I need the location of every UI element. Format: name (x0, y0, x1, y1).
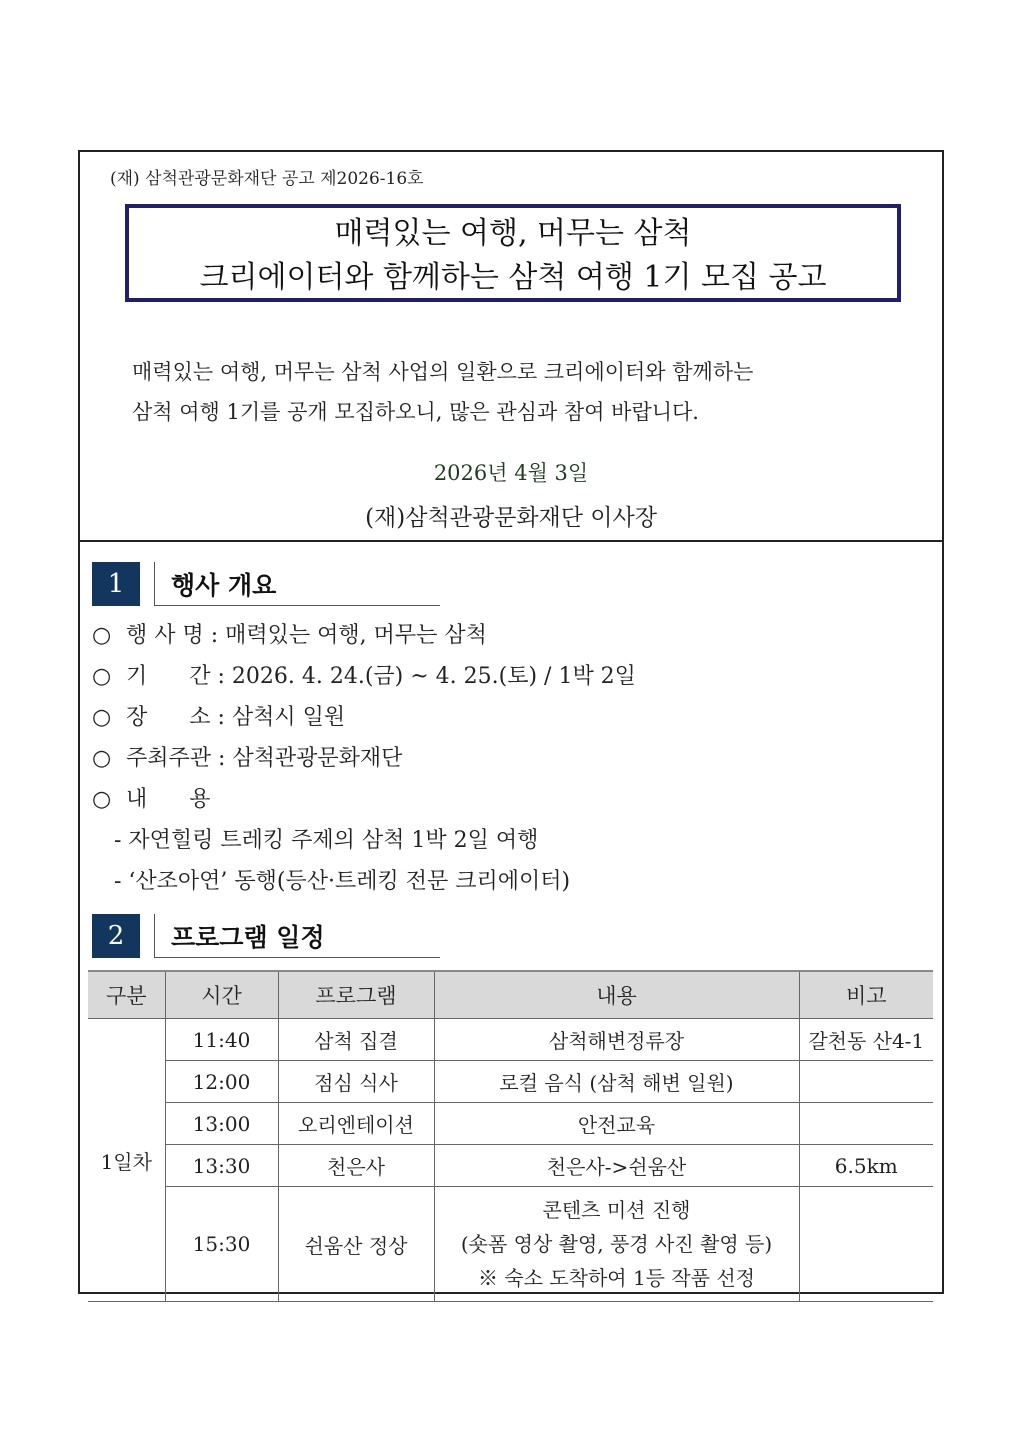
overview-item-place: ○ 장 소 : 삼척시 일원 (92, 697, 636, 738)
circle-bullet-icon: ○ (92, 787, 112, 812)
section-divider (80, 540, 942, 542)
issuer: (재)삼척관광문화재단 이사장 (365, 505, 657, 531)
section-1-title: 행사 개요 (171, 570, 277, 600)
day-label: 1일차 (88, 1019, 165, 1302)
section-2-title-wrap (154, 914, 440, 958)
cell-time: 13:00 (165, 1103, 278, 1145)
cell-program: 삼척 집결 (278, 1019, 434, 1061)
table-row (88, 1187, 933, 1302)
title-box (125, 204, 901, 302)
overview-item-content: ○ 내 용 (92, 779, 636, 820)
intro-paragraph (132, 352, 902, 432)
table-row (88, 1061, 933, 1103)
table-header-row (88, 971, 933, 1019)
content-line-2: (숏폼 영상 촬영, 풍경 사진 촬영 등) (460, 1232, 773, 1256)
cell-program: 점심 식사 (278, 1061, 434, 1103)
cell-content: 로컬 음식 (삼척 해변 일원) (434, 1061, 799, 1103)
title-line-2: 크리에이터와 함께하는 삼척 여행 1기 모집 공고 (199, 260, 827, 295)
event-overview-list (92, 615, 636, 902)
section-1-header (92, 562, 440, 606)
notice-number: (재) 삼척관광문화재단 공고 제2026-16호 (110, 169, 424, 189)
circle-bullet-icon: ○ (92, 705, 112, 730)
cell-program: 오리엔테이션 (278, 1103, 434, 1145)
section-1-title-wrap (154, 562, 440, 606)
section-2-header (92, 914, 440, 958)
cell-program: 쉰움산 정상 (278, 1187, 434, 1302)
cell-time: 15:30 (165, 1187, 278, 1302)
notice-date: 2026년 4월 3일 (433, 461, 589, 485)
overview-item-period: ○ 기 간 : 2026. 4. 24.(금) ~ 4. 25.(토) / 1박 2일 (92, 656, 636, 697)
content-sub-item-1: - 자연힐링 트레킹 주제의 삼척 1박 2일 여행 (114, 828, 539, 853)
overview-item-host: ○ 주최주관 : 삼척관광문화재단 (92, 738, 636, 779)
title-line-1: 매력있는 여행, 머무는 삼척 (334, 216, 692, 251)
content-line-3: ※ 숙소 도착하여 1등 작품 선정 (477, 1266, 756, 1290)
cell-time: 12:00 (165, 1061, 278, 1103)
cell-content: 안전교육 (434, 1103, 799, 1145)
section-2-title: 프로그램 일정 (171, 922, 325, 952)
header-program: 프로그램 (278, 971, 434, 1019)
intro-line-1: 매력있는 여행, 머무는 삼척 사업의 일환으로 크리에이터와 함께하는 (132, 360, 754, 384)
table-row (88, 1103, 933, 1145)
program-schedule-table (88, 970, 933, 1302)
intro-line-2: 삼척 여행 1기를 공개 모집하오니, 많은 관심과 참여 바랍니다. (132, 400, 699, 424)
cell-time: 11:40 (165, 1019, 278, 1061)
cell-note: 6.5km (799, 1145, 933, 1187)
header-note: 비고 (799, 971, 933, 1019)
cell-content: 천은사->쉰움산 (434, 1145, 799, 1187)
circle-bullet-icon: ○ (92, 746, 112, 771)
cell-note (799, 1061, 933, 1103)
notice-frame (78, 150, 944, 1294)
cell-note (799, 1187, 933, 1302)
cell-content (434, 1187, 799, 1302)
cell-time: 13:30 (165, 1145, 278, 1187)
cell-note (799, 1103, 933, 1145)
section-2-number-badge: 2 (92, 914, 140, 958)
content-line-1: 콘텐츠 미션 진행 (542, 1198, 691, 1222)
circle-bullet-icon: ○ (92, 623, 112, 648)
cell-note: 갈천동 산4-1 (799, 1019, 933, 1061)
content-sub-item-2: - ‘산조아연’ 동행(등산·트레킹 전문 크리에이터) (114, 869, 571, 894)
header-division: 구분 (88, 971, 165, 1019)
overview-item-name: ○ 행 사 명 : 매력있는 여행, 머무는 삼척 (92, 615, 636, 656)
header-content: 내용 (434, 971, 799, 1019)
header-time: 시간 (165, 971, 278, 1019)
section-1-number-badge: 1 (92, 562, 140, 606)
circle-bullet-icon: ○ (92, 664, 112, 689)
cell-content: 삼척해변정류장 (434, 1019, 799, 1061)
table-row (88, 1145, 933, 1187)
table-row (88, 1019, 933, 1061)
cell-program: 천은사 (278, 1145, 434, 1187)
